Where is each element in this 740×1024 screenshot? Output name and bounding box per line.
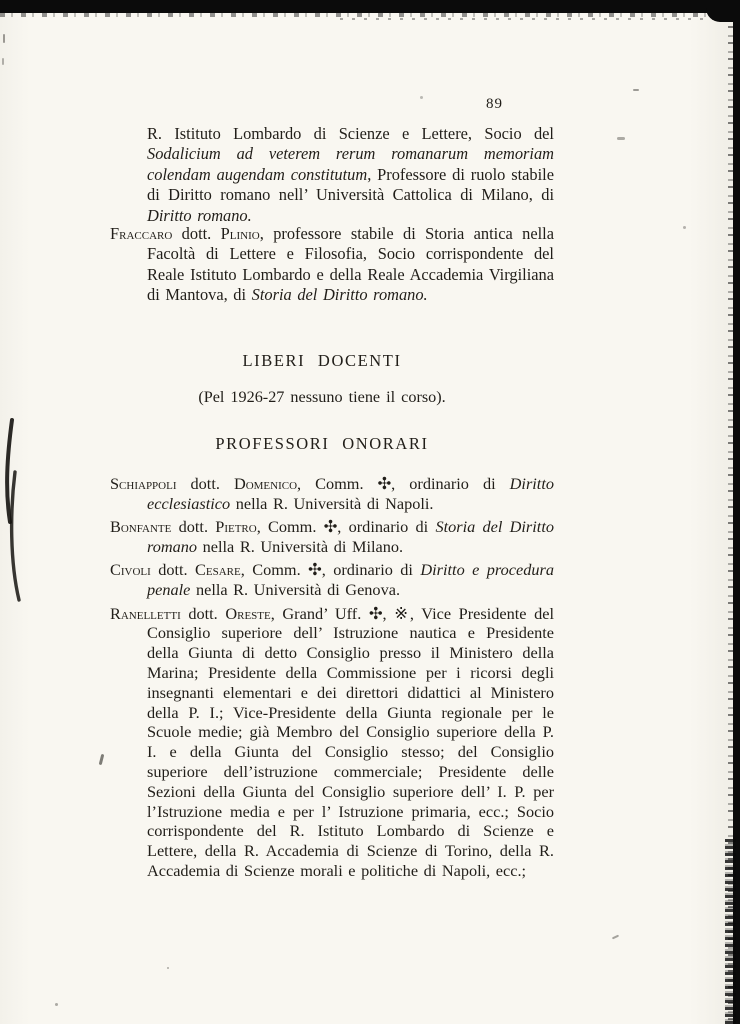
paragraph-entry-schiappoli bbox=[110, 474, 554, 514]
section-heading-professori-onorari: PROFESSORI ONORARI bbox=[215, 434, 429, 453]
page-number: 89 bbox=[486, 96, 503, 112]
dust-speck bbox=[99, 754, 105, 765]
text-run: Civoli bbox=[110, 560, 151, 580]
section-note-liberi-docenti: (Pel 1926-27 nessuno tiene il corso). bbox=[198, 388, 446, 406]
text-run: Domenico bbox=[233, 474, 298, 493]
text-run: nella R. Università di Milano. bbox=[197, 536, 404, 556]
text-run: nella R. Università di Napoli. bbox=[230, 493, 434, 513]
text-run: dott. bbox=[180, 603, 226, 623]
text-run: , Grand’ Uff. ✣, ※, Vice Presidente del Consiglio superiore dell’ Istruzione nautica e Presidente della Giunta di detto Consiglio presso il Ministero della Marina; Presidente della Commissione per i ricorsi degli insegnanti elementari e dei direttori didattici al Ministero della P. I.; Vice-Presidente della Giunta regionale per le Scuole medie; già Membro del Consiglio superiore della P. I. e della Giunta del Consiglio stesso; del Consiglio superiore dell’istruzione commerciale; Presidente delle Sezioni della Giunta del Consiglio superiore dell’ I. P. per l’Istruzione media e per l’ Istruzione primaria, ecc.; Socio corrispondente del R. Istituto Lombardo di Scienze e Lettere, della R. Accademia di Scienze di Torino, della R. Accademia di Scienze morali e politiche di Napoli, ecc.; bbox=[147, 603, 554, 880]
text-run: Diritto e procedura penale bbox=[147, 560, 554, 600]
text-run: Oreste bbox=[225, 603, 271, 623]
text-run: R. Istituto Lombardo di Scienze e Lettere, Socio del bbox=[147, 124, 554, 143]
text-run: , Comm. ✣, ordinario di bbox=[297, 474, 510, 493]
text-run: Schiappoli bbox=[110, 474, 177, 493]
paragraph-entry-ranelletti bbox=[110, 604, 554, 881]
dust-speck bbox=[612, 935, 619, 940]
text-run: nella R. Università di Genova. bbox=[190, 580, 401, 600]
paragraph-entry-bonfante bbox=[110, 517, 554, 557]
text-run: Pietro bbox=[215, 517, 257, 537]
dust-speck bbox=[2, 58, 4, 65]
dust-speck bbox=[617, 137, 625, 140]
text-run: dott. bbox=[150, 560, 196, 580]
text-run: Diritto ecclesiastico bbox=[147, 474, 554, 513]
text-run: dott. bbox=[172, 224, 221, 243]
paragraph-entry-fraccaro bbox=[110, 224, 554, 306]
text-run: Storia del Diritto romano bbox=[147, 517, 554, 556]
scan-corner-top-right bbox=[706, 0, 740, 22]
text-run: Plinio bbox=[220, 224, 260, 243]
text-run: , Comm. ✣, ordinario di bbox=[256, 517, 436, 537]
text-run: Cesare bbox=[195, 560, 241, 580]
text-run: , Professore di ruolo stabile di Diritto romano nell’ Università Cattolica di Milano, di bbox=[147, 164, 554, 205]
text-run: Ranelletti bbox=[110, 603, 181, 623]
text-run: Bonfante bbox=[110, 517, 172, 537]
scan-speckle-bottom-right bbox=[725, 839, 736, 1024]
paragraph-entry-civoli bbox=[110, 560, 554, 600]
paragraph-entry-continuation bbox=[110, 124, 554, 226]
professori-onorari-list bbox=[110, 474, 554, 884]
dust-speck bbox=[683, 226, 686, 229]
text-run: dott. bbox=[171, 517, 216, 537]
text-run: Storia del Diritto romano. bbox=[251, 285, 428, 305]
ink-mark bbox=[0, 412, 32, 607]
text-run: Fraccaro bbox=[110, 224, 173, 243]
text-block bbox=[110, 0, 554, 1024]
text-run: Diritto romano. bbox=[147, 205, 252, 225]
text-run: dott. bbox=[176, 474, 234, 493]
dust-speck bbox=[55, 1003, 58, 1006]
dust-speck bbox=[3, 34, 5, 43]
section-heading-liberi-docenti: LIBERI DOCENTI bbox=[242, 351, 402, 370]
text-run: , professore stabile di Storia antica nella Facoltà di Lettere e Filosofia, Socio corrispondente del Reale Istituto Lombardo e della Reale Accademia Virgiliana di Mantova, di bbox=[147, 224, 555, 305]
text-run: , Comm. ✣, ordinario di bbox=[240, 560, 421, 580]
text-run: Sodalicium ad veterem rerum romanarum memoriam colendam augendam constitutum bbox=[147, 144, 554, 184]
dust-speck bbox=[633, 89, 639, 91]
